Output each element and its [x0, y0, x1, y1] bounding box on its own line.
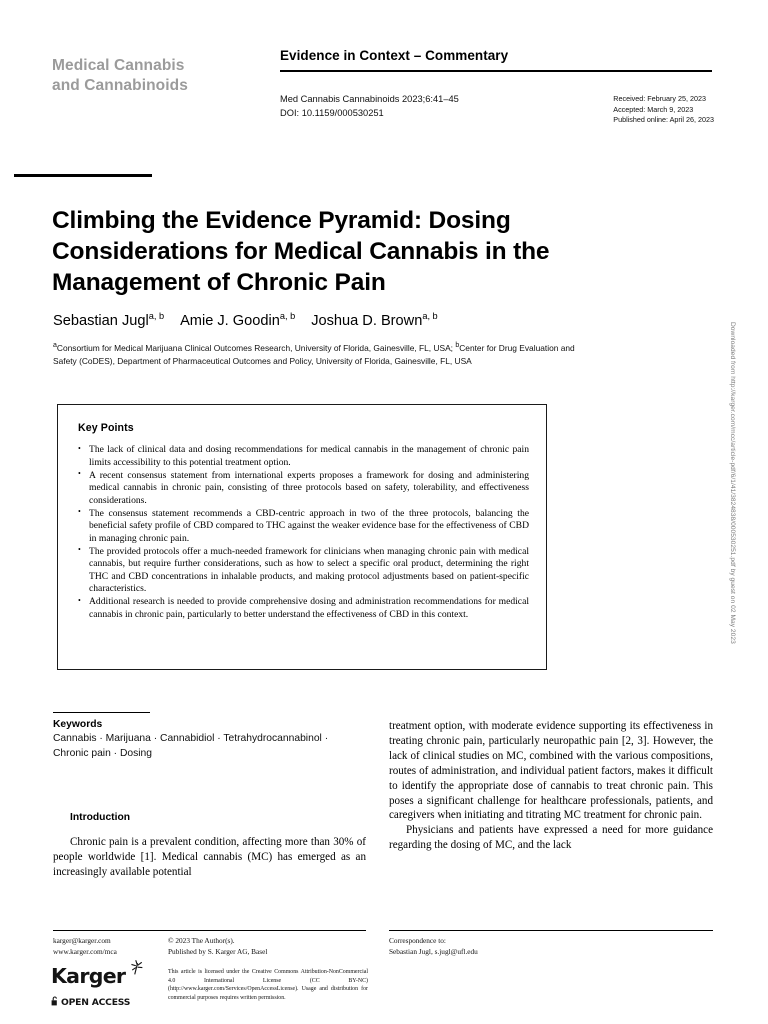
key-points-list: [58, 444, 546, 621]
body-column-right: [389, 719, 713, 853]
paragraph: Chronic pain is a prevalent condition, affecting more than 30% of people worldwide [1]. Medical cannabis (MC) has emerged as an increasingly available potential: [53, 836, 366, 878]
list-item: • The consensus statement recommends a CBD-centric approach in two of the three protocols, balancing the beneficial safety profile of CBD compared to THC against the weaker evidence base for the effectiveness of CBD in managing chronic pain.: [89, 508, 529, 546]
affiliation-text: Center for Drug Evaluation and Safety (CoDES), Department of Pharmaceutical Outcomes and Policy, University of Florida, Gainesville, FL, USA: [53, 342, 575, 367]
keywords-heading: Keywords: [53, 719, 103, 730]
author-name: Joshua D. Brown: [311, 312, 423, 329]
author-name: Sebastian Jugl: [53, 312, 149, 329]
karger-wordmark: Karger: [51, 964, 126, 988]
author-item: [180, 313, 295, 329]
publisher-email[interactable]: karger@karger.com: [53, 936, 111, 945]
keywords-text: Cannabis · Marijuana · Cannabidiol · Tetrahydrocannabinol · Chronic pain · Dosing: [53, 733, 329, 759]
page-title: Climbing the Evidence Pyramid: Dosing Considerations for Medical Cannabis in the Management of Chronic Pain: [52, 207, 550, 297]
copyright-line: © 2023 The Author(s).: [168, 936, 235, 945]
published-date: Published online: April 26, 2023: [613, 115, 714, 125]
list-item: • A recent consensus statement from international experts proposes a framework for dosing and administering medical cannabis in chronic pain, consisting of three protocols based on safety, tolerability, and effectiveness considerations.: [89, 470, 529, 508]
open-access-label: OPEN ACCESS: [61, 996, 131, 1008]
author-item: [53, 313, 164, 329]
journal-masthead: [52, 56, 267, 96]
author-affil-marks: a, b: [422, 311, 438, 321]
section-header-block: [280, 48, 712, 72]
key-points-box: [57, 404, 547, 670]
affiliation-mark: b: [455, 342, 460, 349]
list-item: • The provided protocols offer a much-needed framework for clinicians when managing chronic pain with medical cannabis, but require further considerations, such as how to select a specific oral product, determining the right THC and CBD concentrations in inhalable products, and making protocol adjustments based on patient-specific characteristics.: [89, 546, 529, 596]
open-lock-icon: [51, 993, 59, 1011]
author-affil-marks: a, b: [279, 311, 296, 321]
karger-leaf-icon: [125, 960, 143, 981]
introduction-heading: Introduction: [70, 812, 131, 823]
correspondence-value[interactable]: Sebastian Jugl, s.jugl@ufl.edu: [389, 946, 478, 956]
list-item: • The lack of clinical data and dosing recommendations for medical cannabis in the management of chronic pain limits accessibility to this potential treatment option.: [89, 444, 529, 469]
footer-divider-right: [389, 930, 713, 931]
correspondence-label: Correspondence to:: [389, 936, 446, 945]
keywords-block: [53, 719, 366, 761]
paragraph: Physicians and patients have expressed a need for more guidance regarding the dosing of MC, and the lack: [389, 824, 713, 852]
body-column-left: [53, 812, 366, 880]
title-divider: [14, 174, 152, 177]
license-text: This article is licensed under the Creative Commons Attribution-NonCommercial 4.0 International License (CC BY-NC) (http://www.karger.com/Services/OpenAccessLicense). Usage and distribution for commercial purposes requires written permission.: [168, 969, 368, 1001]
publisher-contact: [53, 936, 163, 958]
published-by-line: Published by S. Karger AG, Basel: [168, 946, 268, 956]
journal-title-line1: Medical Cannabis: [52, 57, 185, 74]
header-divider: [280, 70, 712, 72]
publisher-website[interactable]: www.karger.com/mca: [53, 946, 117, 956]
key-points-heading: Key Points: [78, 422, 134, 434]
correspondence-block: [389, 936, 709, 958]
download-stamp: Downloaded from http://karger.com/mcc/article-pdf/6/1/41/3824838/000530251.pdf by guest on 02 May 2023: [729, 322, 736, 644]
citation-line: Med Cannabis Cannabinoids 2023;6:41–45: [280, 94, 459, 104]
paragraph: treatment option, with moderate evidence supporting its effectiveness in treating chronic pain, particularly neuropathic pain [2, 3]. However, the lack of clinical studies on MC, combined with the various compositions, routes of administration, and individual patient factors, makes it difficult to identify the appropriate dose of cannabis to treat chronic pain. This poses a significant challenge for healthcare professionals, patients, and caregivers when initiating and titrating MC treatment for chronic pain.: [389, 720, 713, 822]
footer-divider-left: [53, 930, 366, 931]
list-item: • Additional research is needed to provide comprehensive dosing and administration recommendations for medical cannabis in chronic pain, particularly to better understand the effectiveness of CBD in this context.: [89, 596, 529, 621]
dates-block: [613, 93, 714, 126]
author-name: Amie J. Goodin: [180, 312, 280, 329]
author-affil-marks: a, b: [148, 311, 165, 321]
affiliation-mark: a: [53, 342, 57, 349]
doi-line: DOI: 10.1159/000530251: [280, 107, 384, 118]
keywords-divider: [53, 712, 150, 713]
affiliation-item: [53, 343, 453, 353]
open-access-badge: [51, 993, 163, 1011]
citation-row: [280, 93, 714, 126]
citation-block: [280, 93, 459, 121]
received-date: Received: February 25, 2023: [613, 94, 706, 103]
journal-title-line2: and Cannabinoids: [52, 77, 188, 95]
affiliation-text: Consortium for Medical Marijuana Clinical Outcomes Research, University of Florida, Gainesville, FL, USA;: [56, 342, 453, 353]
affiliations-block: [53, 340, 593, 369]
section-label: Evidence in Context – Commentary: [280, 48, 509, 63]
publisher-info: [168, 936, 364, 958]
accepted-date: Accepted: March 9, 2023: [613, 104, 694, 114]
karger-logo: [51, 966, 163, 1011]
